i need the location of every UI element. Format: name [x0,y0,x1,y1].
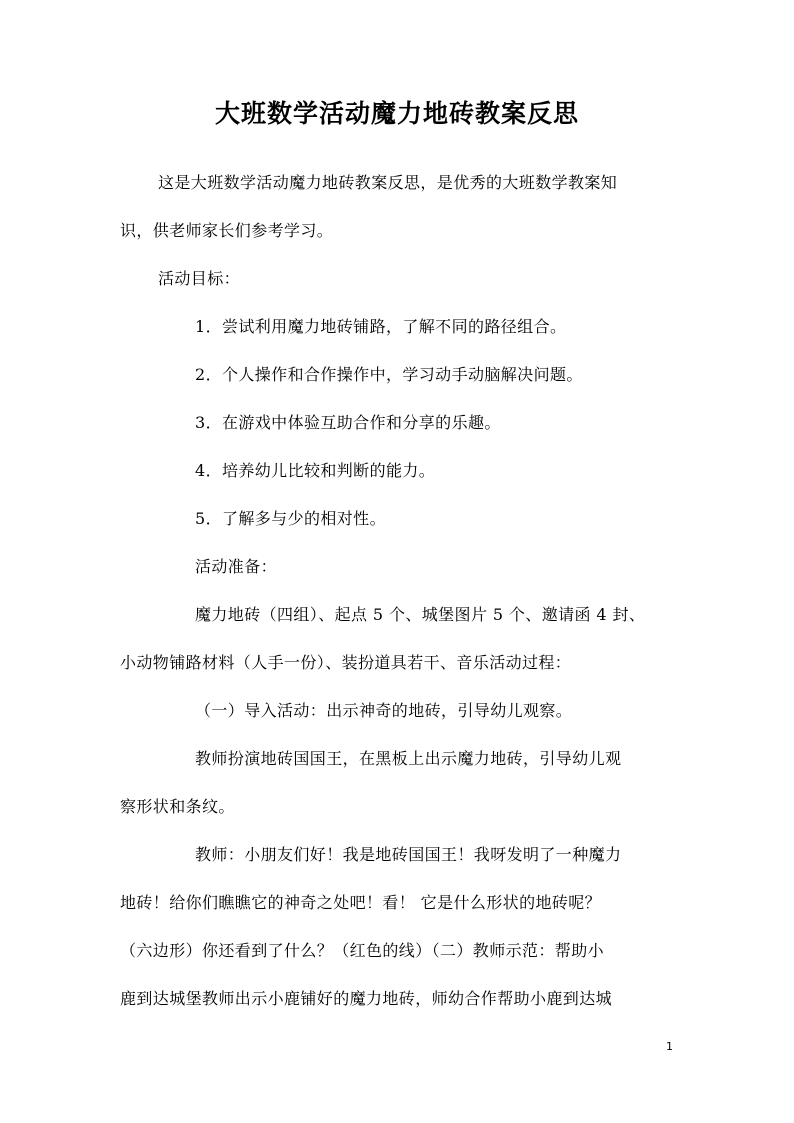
paragraph-line: 教师：小朋友们好！我是地砖国国王！我呀发明了一种魔力 [195,845,622,864]
section-heading: 活动目标： [158,269,241,288]
paragraph-line: （一）导入活动：出示神奇的地砖，引导幼儿观察。 [195,701,573,720]
list-item: 4．培养幼儿比较和判断的能力。 [195,461,436,480]
page-number: 1 [666,1040,673,1053]
list-item: 3．在游戏中体验互助合作和分享的乐趣。 [195,413,501,432]
list-item: 2．个人操作和合作操作中，学习动手动脑解决问题。 [195,365,583,384]
paragraph-line: 鹿到达城堡教师出示小鹿铺好的魔力地砖，师幼合作帮助小鹿到达城 [120,989,613,1008]
paragraph-line: 小动物铺路材料（人手一份）、装扮道具若干、音乐活动过程： [120,653,572,672]
paragraph-line: 教师扮演地砖国国王，在黑板上出示魔力地砖，引导幼儿观 [195,749,622,768]
paragraph-line: 地砖！给你们瞧瞧它的神奇之处吧！看！ 它是什么形状的地砖呢？ [120,893,602,912]
paragraph-line: 识，供老师家长们参考学习。 [120,221,334,240]
paragraph-line: 魔力地砖（四组）、起点 5 个、城堡图片 5 个、邀请函 4 封、 [195,605,646,624]
paragraph-line: （六边形）你还看到了什么？（红色的线）（二）教师示范：帮助小 [120,941,605,960]
paragraph-line: 这是大班数学活动魔力地砖教案反思，是优秀的大班数学教案知 [158,173,618,192]
section-heading: 活动准备： [195,557,278,576]
document-title: 大班数学活动魔力地砖教案反思 [214,99,579,128]
paragraph-line: 察形状和条纹。 [120,797,235,816]
list-item: 5．了解多与少的相对性。 [195,509,386,528]
list-item: 1．尝试利用魔力地砖铺路，了解不同的路径组合。 [195,317,567,336]
